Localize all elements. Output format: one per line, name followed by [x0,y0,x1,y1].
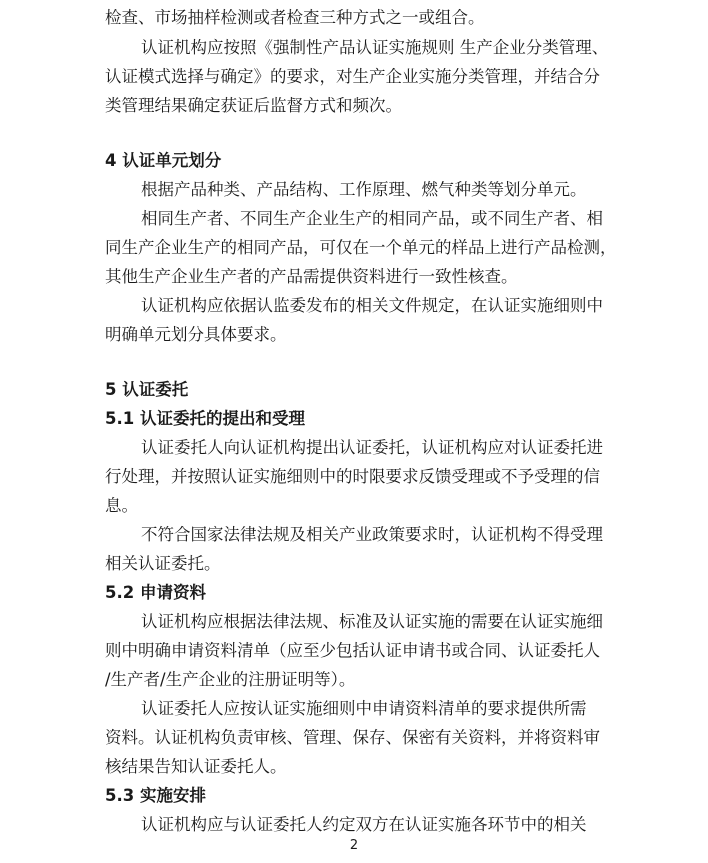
paragraph-line: 认证模式选择与确定》的要求，对生产企业实施分类管理，并结合分 [105,67,600,86]
paragraph-line: 行处理，并按照认证实施细则中的时限要求反馈受理或不予受理的信 [105,467,600,486]
paragraph-line: 资料。认证机构负责审核、管理、保存、保密有关资料，并将资料审 [105,728,600,747]
paragraph-line: 根据产品种类、产品结构、工作原理、燃气种类等划分单元。 [141,180,587,199]
paragraph-line: /生产者/生产企业的注册证明等）。 [105,670,356,689]
paragraph-line: 则中明确申请资料清单（应至少包括认证申请书或合同、认证委托人 [105,641,600,660]
paragraph-line: 认证机构应根据法律法规、标准及认证实施的需要在认证实施细 [141,612,603,631]
paragraph-line: 类管理结果确定获证后监督方式和频次。 [105,96,402,115]
paragraph-line: 息。 [105,496,138,515]
paragraph-line: 检查、市场抽样检测或者检查三种方式之一或组合。 [105,8,485,27]
subsection-heading: 5.1 认证委托的提出和受理 [105,409,305,428]
paragraph-line: 相关认证委托。 [105,554,221,573]
paragraph-line: 认证委托人向认证机构提出认证委托，认证机构应对认证委托进 [141,438,603,457]
section-heading: 4 认证单元划分 [105,151,222,170]
paragraph-line: 认证委托人应按认证实施细则中申请资料清单的要求提供所需 [141,699,587,718]
paragraph-line: 明确单元划分具体要求。 [105,325,287,344]
paragraph-line: 不符合国家法律法规及相关产业政策要求时，认证机构不得受理 [141,525,603,544]
paragraph-line: 核结果告知认证委托人。 [105,757,287,776]
subsection-heading: 5.2 申请资料 [105,583,206,602]
paragraph-line: 认证机构应按照《强制性产品认证实施规则 生产企业分类管理、 [141,38,609,57]
paragraph-line: 认证机构应与认证委托人约定双方在认证实施各环节中的相关 [141,815,587,834]
section-heading: 5 认证委托 [105,380,189,399]
paragraph-line: 相同生产者、不同生产企业生产的相同产品，或不同生产者、相 [141,209,603,228]
page-number: 2 [349,838,359,853]
paragraph-line: 同生产企业生产的相同产品，可仅在一个单元的样品上进行产品检测， [105,238,617,257]
paragraph-line: 其他生产企业生产者的产品需提供资料进行一致性核查。 [105,267,518,286]
paragraph-line: 认证机构应依据认监委发布的相关文件规定，在认证实施细则中 [141,296,603,315]
subsection-heading: 5.3 实施安排 [105,786,206,805]
